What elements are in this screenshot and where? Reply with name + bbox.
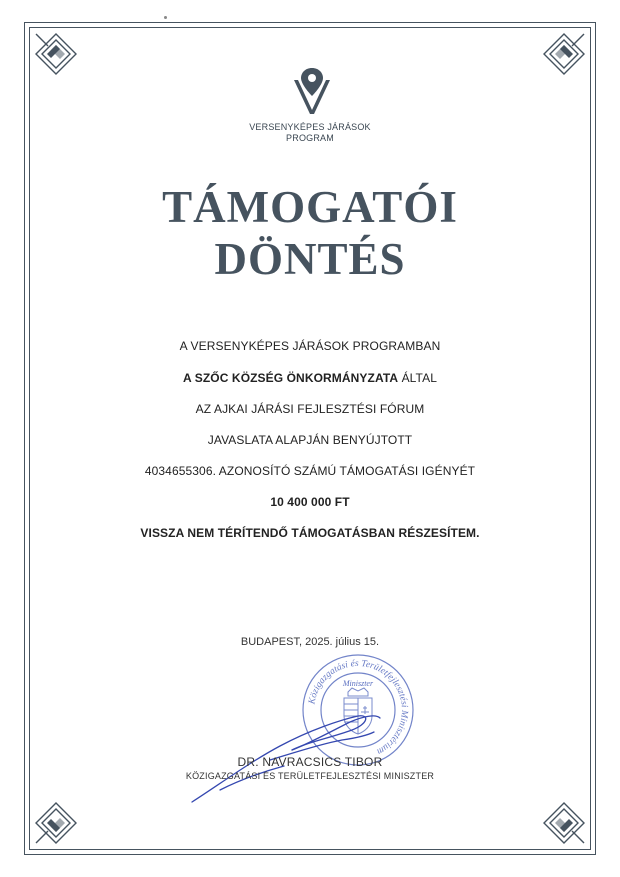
- body-line-4: JAVASLATA ALAPJÁN BENYÚJTOTT: [207, 433, 413, 447]
- corner-ornament-top-right: [542, 30, 588, 76]
- location-pin-v-logo-icon: [294, 66, 330, 114]
- body-line-3: AZ AJKAI JÁRÁSI FEJLESZTÉSI FÓRUM: [195, 402, 425, 416]
- place-date: BUDAPEST, 2025. július 15.: [240, 636, 380, 648]
- body-line-5: 4034655306. AZONOSÍTÓ SZÁMÚ TÁMOGATÁSI IGÉNYÉT: [144, 464, 476, 478]
- corner-ornament-bottom-right: [542, 801, 588, 847]
- body-line-2: [0, 370, 620, 386]
- document-title-line1: TÁMOGATÓI: [162, 182, 458, 232]
- corner-ornament-top-left: [32, 30, 78, 76]
- seal-ring-text: Közigazgatási és Területfejlesztési Minisztérium: [307, 658, 410, 757]
- document-title-line2: DÖNTÉS: [214, 234, 406, 284]
- handwritten-signature: [180, 680, 430, 810]
- body-line-7: VISSZA NEM TÉRÍTENDŐ TÁMOGATÁSBAN RÉSZESÍTEM.: [140, 526, 480, 540]
- program-name-line2: PROGRAM: [286, 133, 334, 143]
- speck: [164, 16, 167, 19]
- body-line-2-rest: ÁLTAL: [398, 371, 437, 385]
- body-line-1: A VERSENYKÉPES JÁRÁSOK PROGRAMBAN: [179, 339, 441, 353]
- grant-amount: 10 400 000 FT: [270, 495, 350, 509]
- signatory-name: DR. NAVRACSICS TIBOR: [237, 755, 383, 769]
- seal-inner-text: Miniszter: [342, 679, 374, 688]
- program-name-line1: VERSENYKÉPES JÁRÁSOK: [249, 122, 371, 132]
- corner-ornament-bottom-left: [32, 801, 78, 847]
- beneficiary-name: A SZŐC KÖZSÉG ÖNKORMÁNYZATA: [183, 371, 399, 385]
- signatory-role: KÖZIGAZGATÁSI ÉS TERÜLETFEJLESZTÉSI MINISZTER: [185, 771, 435, 781]
